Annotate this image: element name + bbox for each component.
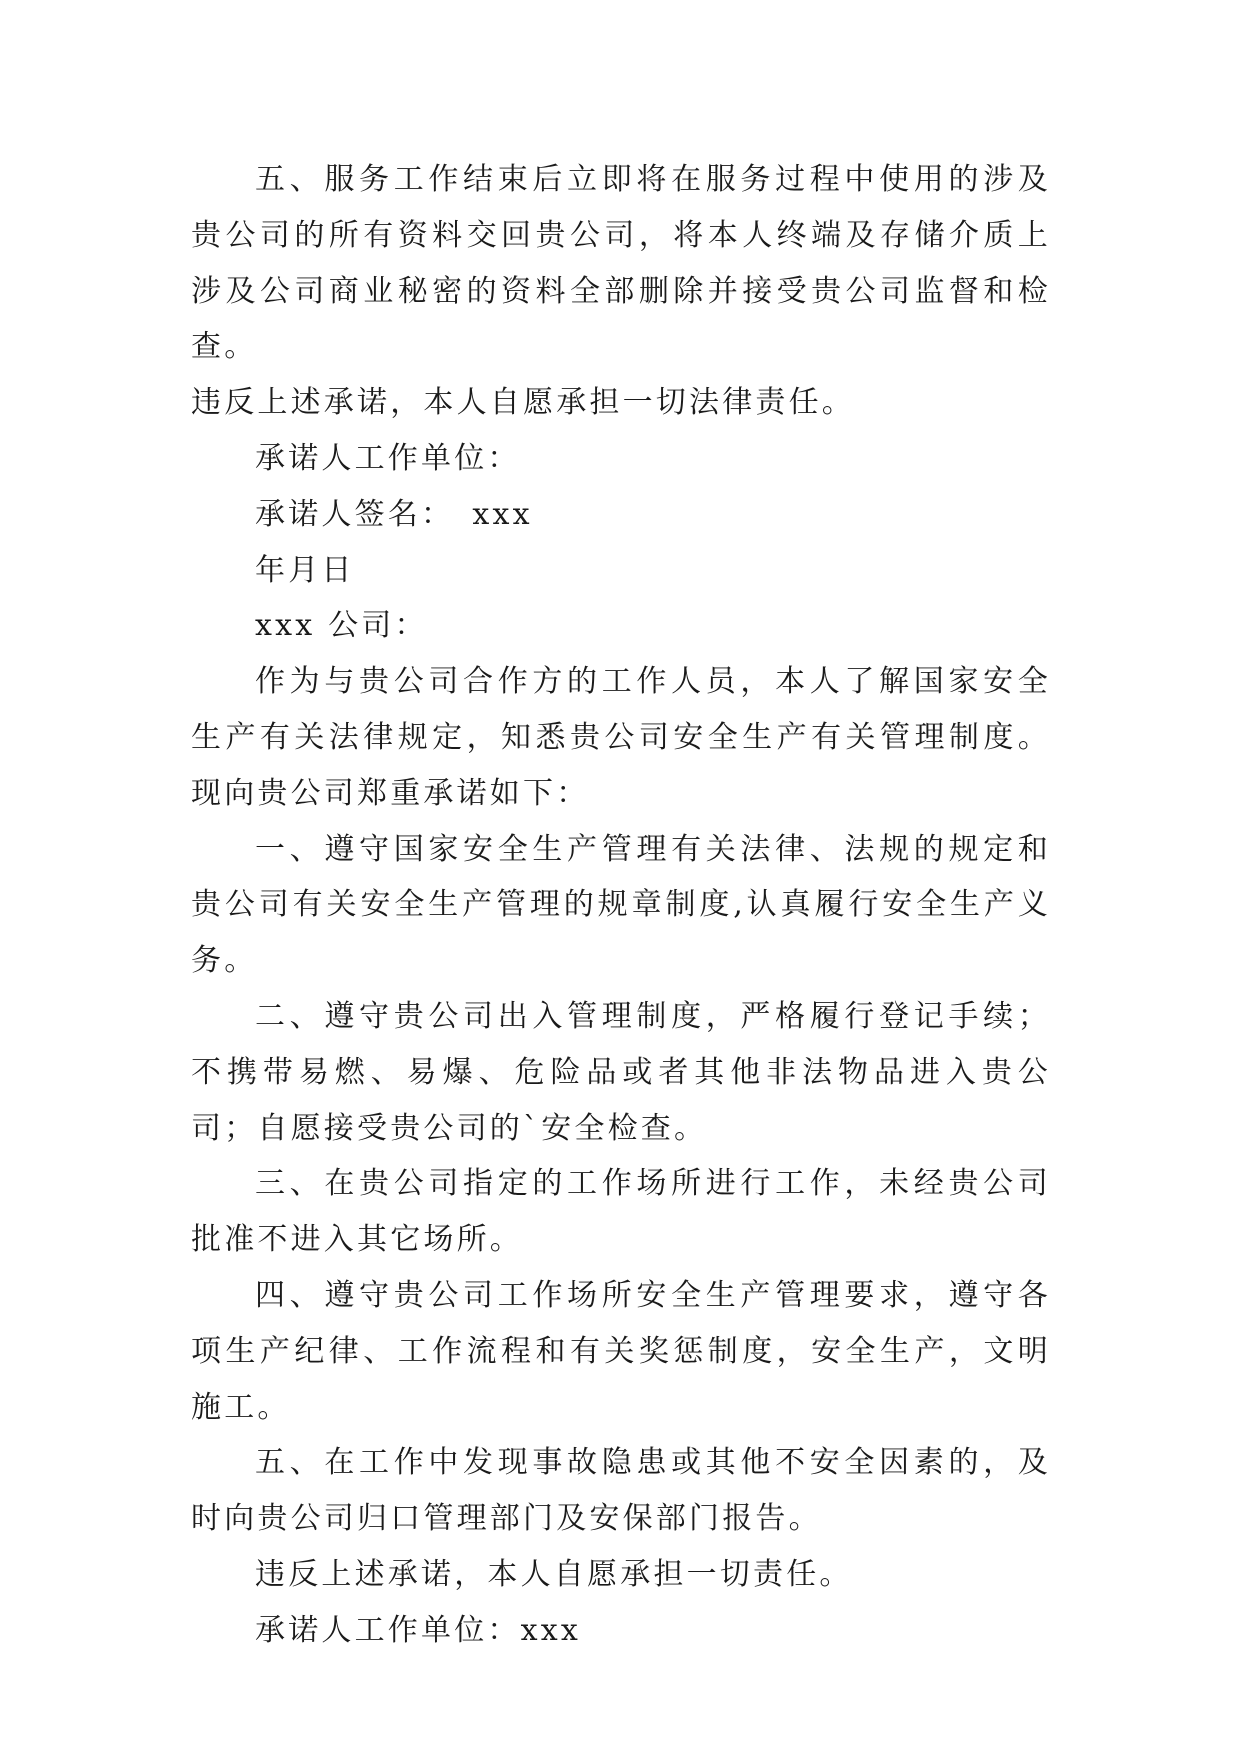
paragraph-intro: 作为与贵公司合作方的工作人员，本人了解国家安全生产有关法律规定，知悉贵公司安全生产有关管理制度。现向贵公司郑重承诺如下：	[191, 664, 1051, 811]
date-line: 年月日	[255, 552, 355, 588]
paragraph-service-end: 五、服务工作结束后立即将在服务过程中使用的涉及贵公司的所有资料交回贵公司，将本人终端及存储介质上涉及公司商业秘密的资料全部删除并接受贵公司监督和检查。	[191, 162, 1051, 365]
paragraph-item-4: 四、遵守贵公司工作场所安全生产管理要求，遵守各项生产纪律、工作流程和有关奖惩制度，安全生产，文明施工。	[191, 1277, 1051, 1425]
promisor-unit-label: 承诺人工作单位：	[255, 440, 521, 476]
salutation: xxx 公司：	[255, 608, 428, 644]
paragraph-liability-legal: 违反上述承诺，本人自愿承担一切法律责任。	[191, 385, 855, 421]
promisor-signature: 承诺人签名： xxx	[255, 496, 533, 532]
document-body	[191, 152, 1051, 1659]
promisor-unit: 承诺人工作单位：xxx	[255, 1612, 581, 1648]
paragraph-item-1: 一、遵守国家安全生产管理有关法律、法规的规定和贵公司有关安全生产管理的规章制度,认真履行安全生产义务。	[191, 831, 1051, 979]
paragraph-item-3: 三、在贵公司指定的工作场所进行工作，未经贵公司批准不进入其它场所。	[191, 1166, 1051, 1258]
paragraph-item-5: 五、在工作中发现事故隐患或其他不安全因素的，及时向贵公司归口管理部门及安保部门报告。	[191, 1445, 1051, 1537]
paragraph-item-2: 二、遵守贵公司出入管理制度，严格履行登记手续；不携带易燃、易爆、危险品或者其他非法物品进入贵公司；自愿接受贵公司的`安全检查。	[191, 998, 1051, 1146]
paragraph-liability: 违反上述承诺，本人自愿承担一切责任。	[255, 1556, 853, 1592]
